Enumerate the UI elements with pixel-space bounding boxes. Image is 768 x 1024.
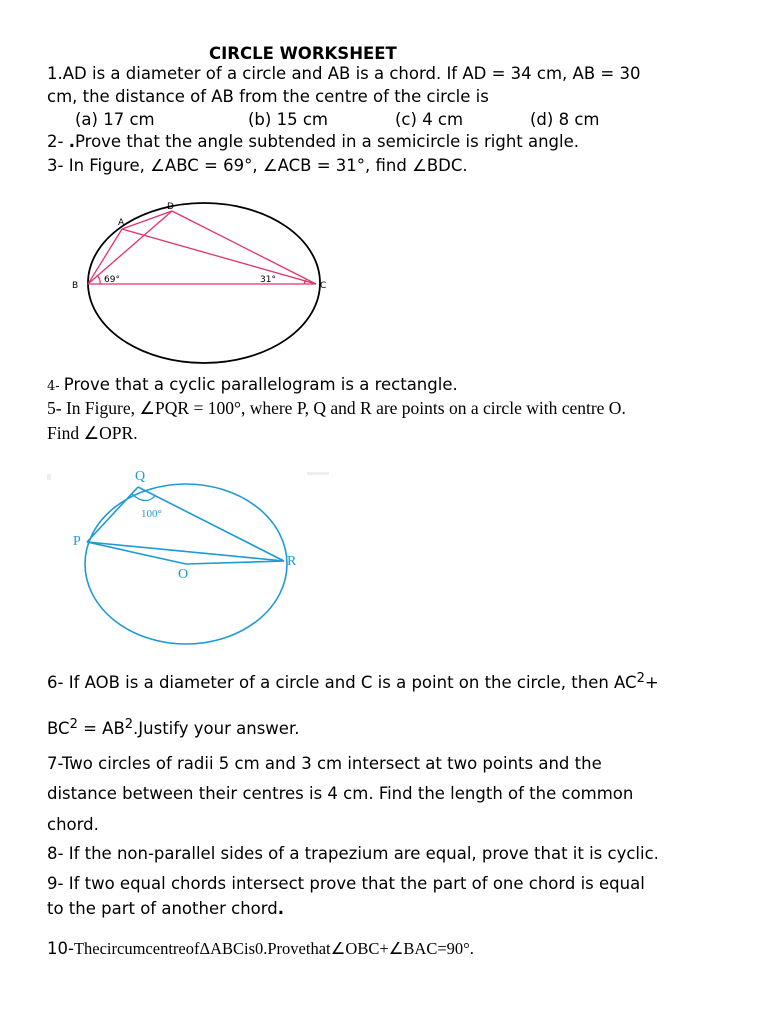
q10-prefix: 10- bbox=[47, 939, 74, 958]
q1-line2: cm, the distance of AB from the centre of the circle is bbox=[47, 87, 489, 106]
q6-justify: .Justify your answer. bbox=[133, 719, 300, 738]
angle-label-b: 69° bbox=[104, 275, 120, 285]
q5-line1: 5- In Figure, ∠PQR = 100°, where P, Q and R are points on a circle with centre O. bbox=[47, 398, 626, 418]
q6-plus: + bbox=[644, 673, 659, 692]
q4-prefix: 4- bbox=[47, 379, 64, 394]
segment-or bbox=[186, 561, 284, 564]
angle-label-c: 31° bbox=[260, 275, 276, 285]
figure-1-circle-diagram bbox=[70, 195, 340, 375]
q3-line: 3- In Figure, ∠ABC = 69°, ∠ACB = 31°, find ∠BDC. bbox=[47, 156, 468, 175]
worksheet-title: CIRCLE WORKSHEET bbox=[209, 44, 397, 63]
q1-option-a: (a) 17 cm bbox=[75, 110, 155, 129]
label-d: D bbox=[167, 202, 174, 212]
q7-line3: chord. bbox=[47, 815, 99, 834]
chord-pr bbox=[87, 542, 284, 561]
q9-text2: to the part of another chord bbox=[47, 899, 278, 918]
q7-line1: 7-Two circles of radii 5 cm and 3 cm intersect at two points and the bbox=[47, 754, 602, 773]
q2-line bbox=[47, 134, 579, 151]
q2-prefix: 2- bbox=[47, 132, 69, 151]
chord-qr bbox=[138, 487, 284, 561]
q6-sup1: 2 bbox=[636, 671, 645, 686]
q1-option-c: (c) 4 cm bbox=[395, 110, 464, 129]
label-a: A bbox=[118, 218, 125, 228]
angle-label-q: 100° bbox=[141, 508, 162, 520]
segment-po bbox=[87, 542, 186, 564]
q8-line: 8- If the non-parallel sides of a trapezium are equal, prove that it is cyclic. bbox=[47, 844, 659, 863]
figure2-lines bbox=[85, 484, 287, 644]
label-p: P bbox=[73, 534, 81, 549]
q10-text: ThecircumcentreofΔABCis0.Provethat∠OBC+∠BAC=90°. bbox=[73, 939, 474, 958]
q7-line2: distance between their centres is 4 cm. Find the length of the common bbox=[47, 784, 634, 803]
q4-line bbox=[47, 377, 458, 394]
q6-sup3: 2 bbox=[124, 717, 134, 732]
q6-line2 bbox=[47, 717, 300, 738]
q6-sup2: 2 bbox=[69, 717, 78, 732]
figure-2-circle-diagram bbox=[45, 460, 335, 660]
q2-dot: . bbox=[68, 132, 75, 151]
label-o: O bbox=[178, 567, 189, 582]
figure2-faint-mark-right bbox=[307, 472, 329, 475]
q1-option-d: (d) 8 cm bbox=[530, 110, 600, 129]
label-b: B bbox=[72, 281, 79, 291]
q2-text: Prove that the angle subtended in a semicircle is right angle. bbox=[74, 132, 580, 151]
q9-line2 bbox=[47, 901, 284, 918]
label-q: Q bbox=[135, 469, 146, 484]
q9-line1: 9- If two equal chords intersect prove that the part of one chord is equal bbox=[47, 874, 645, 893]
figure2-faint-mark-left bbox=[47, 474, 51, 480]
chord-pq bbox=[87, 487, 138, 542]
q6-line1 bbox=[47, 671, 659, 692]
q9-dot: . bbox=[277, 899, 285, 918]
q5-line2: Find ∠OPR. bbox=[47, 423, 138, 443]
q6-bc: BC bbox=[47, 719, 70, 738]
label-r: R bbox=[287, 554, 297, 569]
q10-line bbox=[47, 941, 474, 958]
chord-dc bbox=[172, 211, 316, 284]
angle-arc-b bbox=[97, 275, 100, 284]
q6-text1: 6- If AOB is a diameter of a circle and C is a point on the circle, then AC bbox=[47, 673, 637, 692]
q1-option-b: (b) 15 cm bbox=[248, 110, 328, 129]
q6-ab: = AB bbox=[77, 719, 125, 738]
chord-ac bbox=[122, 229, 316, 284]
q1-line1: 1.AD is a diameter of a circle and AB is a chord. If AD = 34 cm, AB = 30 bbox=[47, 64, 641, 83]
label-c: C bbox=[320, 281, 327, 291]
q4-text: Prove that a cyclic parallelogram is a rectangle. bbox=[63, 375, 458, 394]
